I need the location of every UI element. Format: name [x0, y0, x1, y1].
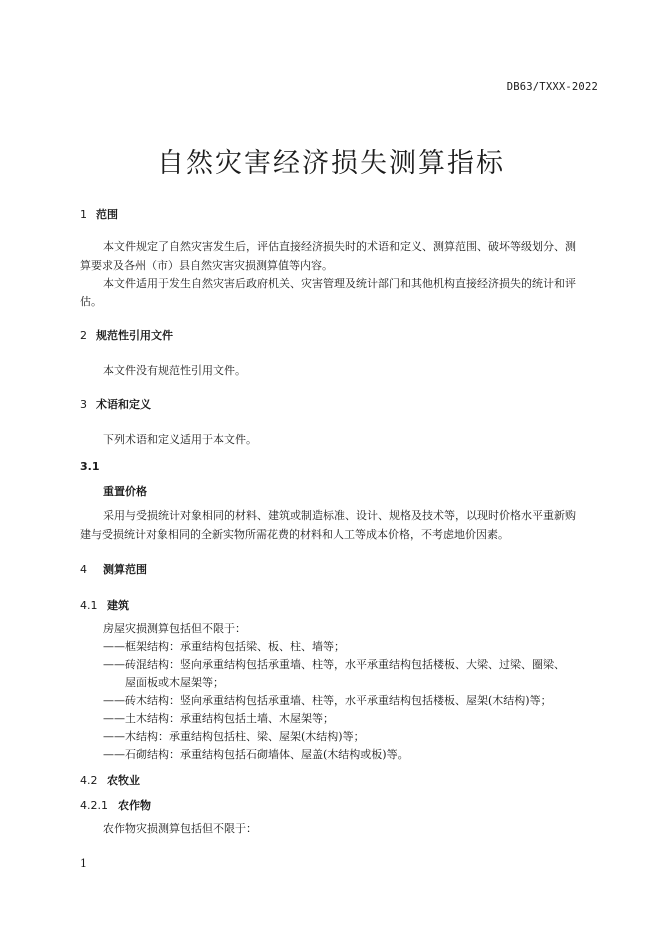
section-1-heading [80, 206, 118, 222]
list-item: ——木结构：承重结构包括柱、梁、屋架(木结构)等； [103, 730, 365, 743]
section-title: 建筑 [107, 599, 129, 612]
paragraph-line: 采用与受损统计对象相同的材料、建筑或制造标准、设计、规格及技术等，以现时价格水平重新购 [103, 509, 576, 522]
section-title: 术语和定义 [96, 398, 151, 411]
paragraph-line: 建与受损统计对象相同的全新实物所需花费的材料和人工等成本价格，不考虑地价因素。 [80, 528, 509, 541]
subsection-number: 3.1 [80, 460, 100, 473]
section-number: 4 [80, 563, 87, 576]
section-number: 4.1 [80, 599, 98, 612]
section-number: 4.2 [80, 774, 98, 787]
section-2-heading [80, 327, 173, 343]
subsection-4-1-heading [80, 597, 129, 613]
section-number: 4.2.1 [80, 799, 108, 812]
paragraph-line: 算要求及各州（市）县自然灾害灾损测算值等内容。 [80, 259, 333, 272]
section-title: 规范性引用文件 [96, 329, 173, 342]
page-number: 1 [80, 857, 87, 870]
section-title: 农作物 [118, 799, 151, 812]
section-title: 范围 [96, 208, 118, 221]
list-item: ——石砌结构：承重结构包括石砌墙体、屋盖(木结构或板)等。 [103, 748, 409, 761]
section-number: 2 [80, 329, 87, 342]
paragraph-line: 农作物灾损测算包括但不限于： [103, 822, 257, 835]
subsection-4-2-1-heading [80, 797, 151, 813]
section-title: 测算范围 [103, 563, 147, 576]
list-item: ——砖混结构：竖向承重结构包括承重墙、柱等，水平承重结构包括楼板、大梁、过梁、圈梁、 [103, 658, 565, 671]
list-item-continuation: 屋面板或木屋架等； [125, 676, 224, 689]
document-title: 自然灾害经济损失测算指标 [157, 148, 505, 179]
paragraph-line: 本文件规定了自然灾害发生后，评估直接经济损失时的术语和定义、测算范围、破坏等级划分、测 [103, 240, 576, 253]
term-title: 重置价格 [103, 485, 147, 498]
list-item: ——框架结构：承重结构包括梁、板、柱、墙等； [103, 640, 345, 653]
section-number: 1 [80, 208, 87, 221]
section-title: 农牧业 [107, 774, 140, 787]
paragraph-line: 房屋灾损测算包括但不限于： [103, 622, 246, 635]
section-4-heading [80, 561, 147, 577]
list-item: ——土木结构：承重结构包括土墙、木屋架等； [103, 712, 334, 725]
paragraph-line: 本文件没有规范性引用文件。 [103, 364, 246, 377]
standard-code: DB63/TXXX-2022 [506, 81, 598, 93]
paragraph-line: 本文件适用于发生自然灾害后政府机关、灾害管理及统计部门和其他机构直接经济损失的统计和评 [103, 277, 576, 290]
paragraph-line: 下列术语和定义适用于本文件。 [103, 433, 257, 446]
paragraph-line: 估。 [80, 295, 102, 308]
list-item: ——砖木结构：竖向承重结构包括承重墙、柱等，水平承重结构包括楼板、屋架(木结构)等； [103, 694, 552, 707]
section-number: 3 [80, 398, 87, 411]
section-3-heading [80, 396, 151, 412]
subsection-4-2-heading [80, 772, 140, 788]
